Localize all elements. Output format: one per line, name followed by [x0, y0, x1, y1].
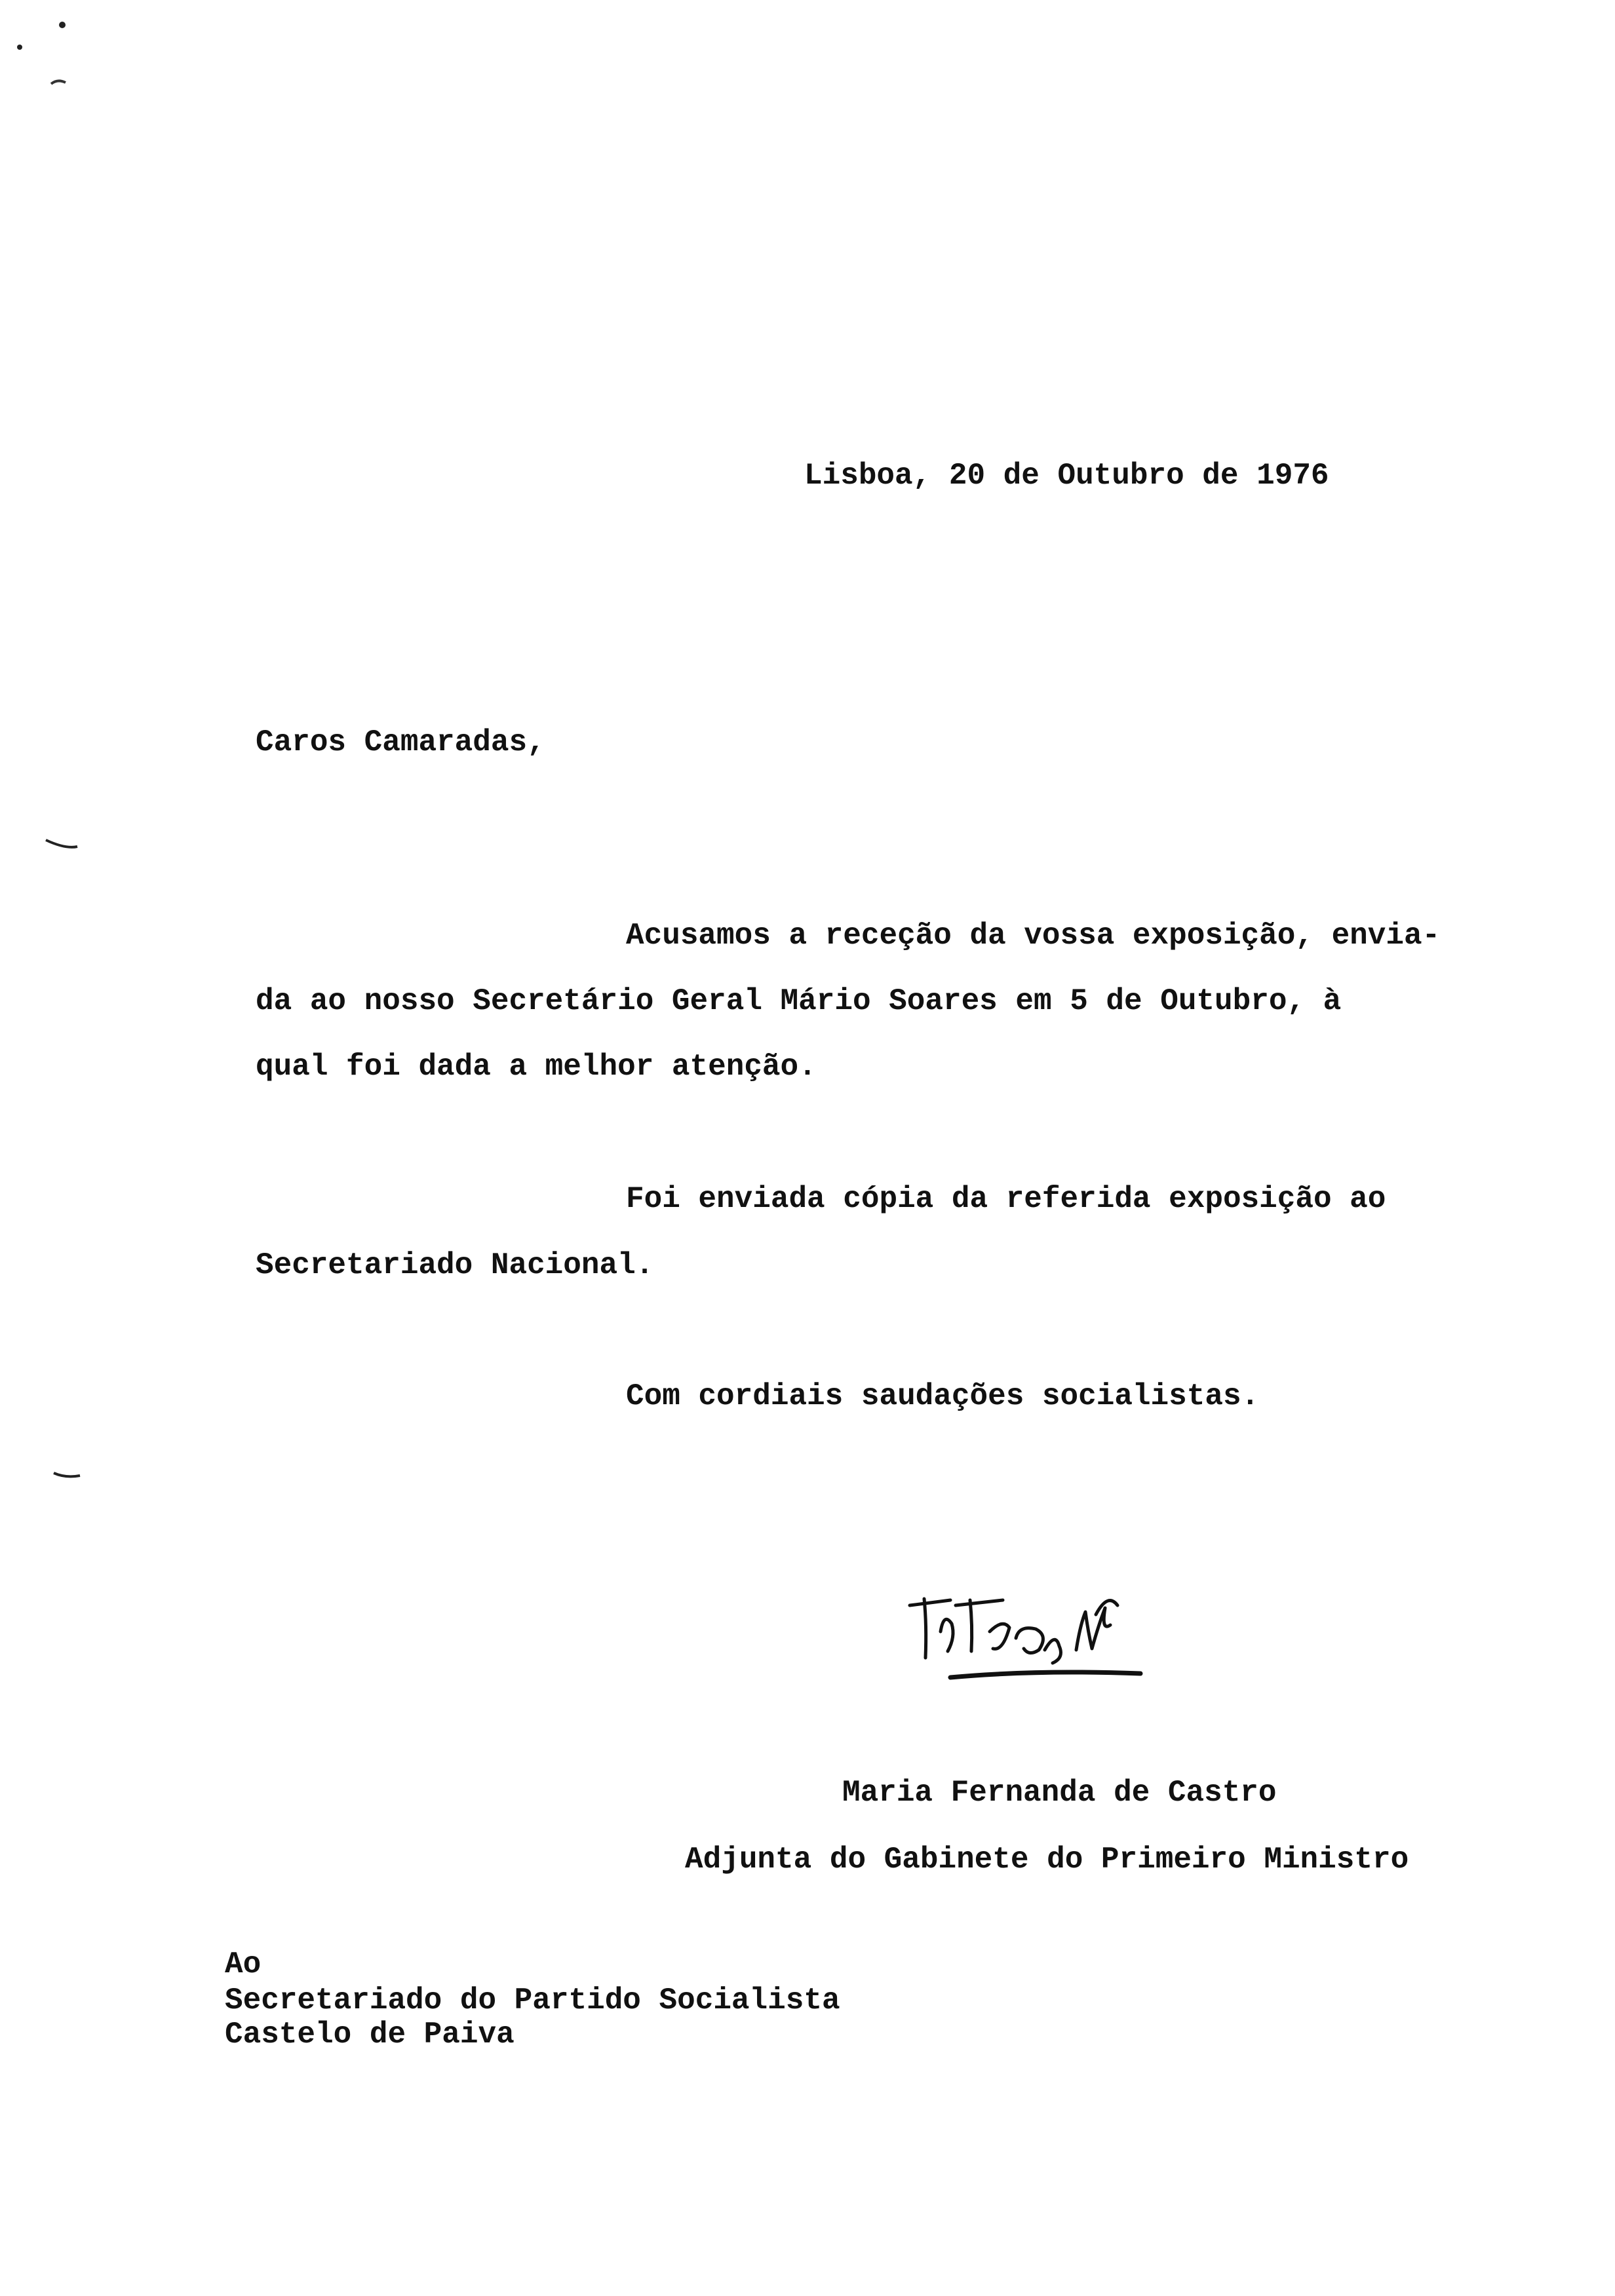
- paragraph-line: da ao nosso Secretário Geral Mário Soares em 5 de Outubro, à: [256, 984, 1342, 1018]
- handwritten-signature: [905, 1586, 1154, 1697]
- recipient-line: Ao: [225, 1947, 262, 1981]
- recipient-line: Castelo de Paiva: [225, 2018, 515, 2052]
- paragraph-line: Acusamos a receção da vossa exposição, envia-: [626, 919, 1441, 953]
- letter-date: Lisboa, 20 de Outubro de 1976: [804, 459, 1329, 493]
- recipient-line: Secretariado do Partido Socialista: [225, 1983, 840, 2018]
- paragraph-line: Secretariado Nacional.: [256, 1248, 654, 1282]
- paragraph-line: Foi enviada cópia da referida exposição ao: [626, 1182, 1386, 1216]
- paragraph-line: qual foi dada a melhor atenção.: [256, 1050, 817, 1084]
- signatory-name: Maria Fernanda de Castro: [842, 1776, 1277, 1810]
- closing: Com cordiais saudações socialistas.: [626, 1379, 1260, 1413]
- salutation: Caros Camaradas,: [256, 725, 545, 759]
- scan-artifact-marks: [0, 0, 92, 1507]
- signatory-title: Adjunta do Gabinete do Primeiro Ministro: [685, 1843, 1409, 1877]
